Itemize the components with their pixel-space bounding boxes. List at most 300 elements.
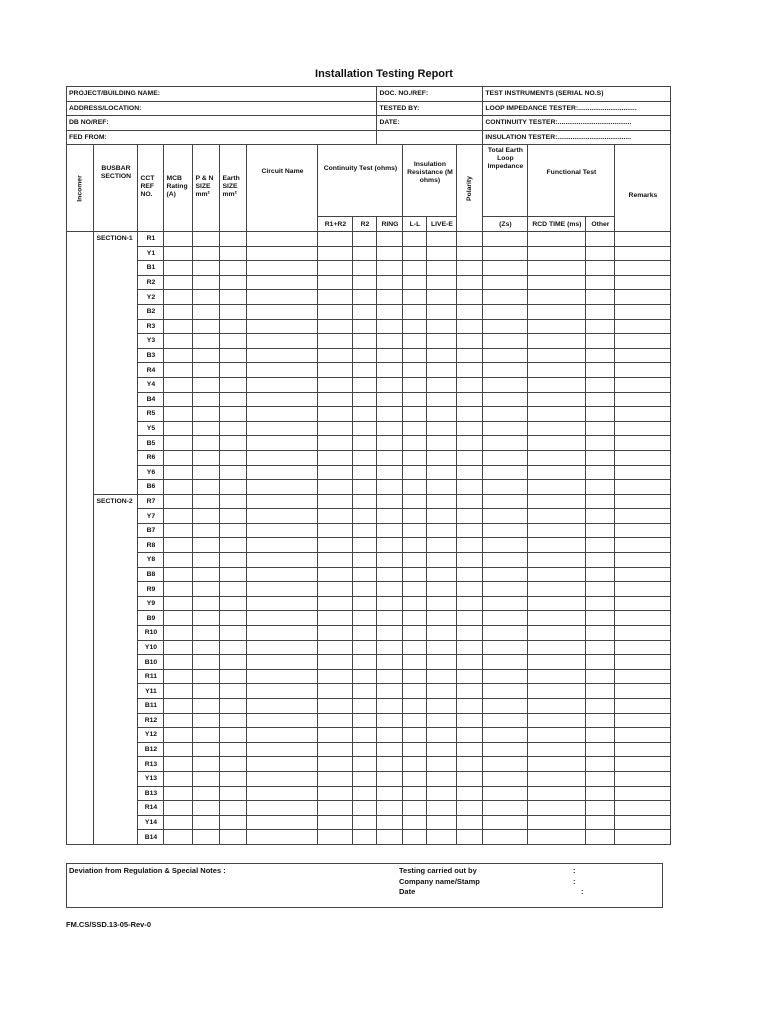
entry-cell[interactable]: [615, 771, 671, 786]
entry-cell[interactable]: [377, 334, 403, 349]
entry-cell[interactable]: [528, 596, 586, 611]
entry-cell[interactable]: [353, 538, 377, 553]
entry-cell[interactable]: [483, 596, 528, 611]
entry-cell[interactable]: [318, 757, 353, 772]
entry-cell[interactable]: [427, 480, 457, 495]
entry-cell[interactable]: [377, 830, 403, 845]
entry-cell[interactable]: [427, 450, 457, 465]
entry-cell[interactable]: [318, 567, 353, 582]
entry-cell[interactable]: [220, 815, 247, 830]
entry-cell[interactable]: [615, 363, 671, 378]
entry-cell[interactable]: [220, 319, 247, 334]
entry-cell[interactable]: [164, 596, 193, 611]
entry-cell[interactable]: [164, 392, 193, 407]
entry-cell[interactable]: [457, 655, 483, 670]
entry-cell[interactable]: [353, 319, 377, 334]
entry-cell[interactable]: [483, 304, 528, 319]
entry-cell[interactable]: [615, 713, 671, 728]
entry-cell[interactable]: [164, 275, 193, 290]
entry-cell[interactable]: [193, 655, 220, 670]
entry-cell[interactable]: [457, 407, 483, 422]
entry-cell[interactable]: [403, 757, 427, 772]
entry-cell[interactable]: [353, 392, 377, 407]
entry-cell[interactable]: [318, 815, 353, 830]
entry-cell[interactable]: [193, 304, 220, 319]
entry-cell[interactable]: [403, 538, 427, 553]
entry-cell[interactable]: [318, 626, 353, 641]
entry-cell[interactable]: [403, 494, 427, 509]
entry-cell[interactable]: [483, 319, 528, 334]
entry-cell[interactable]: [220, 728, 247, 743]
entry-cell[interactable]: [403, 684, 427, 699]
entry-cell[interactable]: [353, 246, 377, 261]
entry-cell[interactable]: [164, 786, 193, 801]
entry-cell[interactable]: [377, 640, 403, 655]
entry-cell[interactable]: [615, 480, 671, 495]
entry-cell[interactable]: [528, 304, 586, 319]
entry-cell[interactable]: [586, 582, 615, 597]
entry-cell[interactable]: [353, 801, 377, 816]
entry-cell[interactable]: [427, 232, 457, 247]
entry-cell[interactable]: [483, 801, 528, 816]
entry-cell[interactable]: [427, 275, 457, 290]
entry-cell[interactable]: [220, 640, 247, 655]
entry-cell[interactable]: [318, 611, 353, 626]
entry-cell[interactable]: [483, 655, 528, 670]
entry-cell[interactable]: [528, 815, 586, 830]
entry-cell[interactable]: [318, 596, 353, 611]
entry-cell[interactable]: [164, 626, 193, 641]
entry-cell[interactable]: [318, 742, 353, 757]
entry-cell[interactable]: [403, 363, 427, 378]
entry-cell[interactable]: [377, 684, 403, 699]
entry-cell[interactable]: [318, 830, 353, 845]
entry-cell[interactable]: [403, 742, 427, 757]
entry-cell[interactable]: [427, 465, 457, 480]
entry-cell[interactable]: [318, 450, 353, 465]
entry-cell[interactable]: [427, 786, 457, 801]
entry-cell[interactable]: [528, 334, 586, 349]
entry-cell[interactable]: [193, 363, 220, 378]
entry-cell[interactable]: [615, 261, 671, 276]
entry-cell[interactable]: [427, 377, 457, 392]
entry-cell[interactable]: [615, 377, 671, 392]
entry-cell[interactable]: [483, 363, 528, 378]
entry-cell[interactable]: [164, 436, 193, 451]
entry-cell[interactable]: [220, 494, 247, 509]
entry-cell[interactable]: [483, 830, 528, 845]
entry-cell[interactable]: [457, 465, 483, 480]
entry-cell[interactable]: [403, 699, 427, 714]
entry-cell[interactable]: [403, 611, 427, 626]
entry-cell[interactable]: [193, 421, 220, 436]
entry-cell[interactable]: [615, 582, 671, 597]
entry-cell[interactable]: [483, 742, 528, 757]
entry-cell[interactable]: [483, 290, 528, 305]
entry-cell[interactable]: [457, 421, 483, 436]
entry-cell[interactable]: [353, 742, 377, 757]
entry-cell[interactable]: [247, 815, 318, 830]
entry-cell[interactable]: [427, 582, 457, 597]
entry-cell[interactable]: [586, 567, 615, 582]
entry-cell[interactable]: [528, 713, 586, 728]
entry-cell[interactable]: [615, 392, 671, 407]
loop-impedance-tester-field[interactable]: LOOP IMPEDANCE TESTER:...............................: [483, 101, 671, 116]
entry-cell[interactable]: [528, 392, 586, 407]
entry-cell[interactable]: [377, 596, 403, 611]
entry-cell[interactable]: [164, 815, 193, 830]
entry-cell[interactable]: [528, 363, 586, 378]
entry-cell[interactable]: [353, 450, 377, 465]
entry-cell[interactable]: [586, 728, 615, 743]
entry-cell[interactable]: [247, 553, 318, 568]
entry-cell[interactable]: [377, 421, 403, 436]
entry-cell[interactable]: [483, 553, 528, 568]
entry-cell[interactable]: [164, 611, 193, 626]
entry-cell[interactable]: [528, 757, 586, 772]
entry-cell[interactable]: [247, 450, 318, 465]
entry-cell[interactable]: [427, 655, 457, 670]
entry-cell[interactable]: [220, 742, 247, 757]
entry-cell[interactable]: [247, 655, 318, 670]
entry-cell[interactable]: [193, 348, 220, 363]
entry-cell[interactable]: [377, 567, 403, 582]
entry-cell[interactable]: [528, 319, 586, 334]
doc-ref-field[interactable]: DOC. NO./REF:: [377, 87, 483, 102]
entry-cell[interactable]: [247, 261, 318, 276]
entry-cell[interactable]: [164, 304, 193, 319]
entry-cell[interactable]: [427, 538, 457, 553]
entry-cell[interactable]: [457, 815, 483, 830]
entry-cell[interactable]: [193, 771, 220, 786]
entry-cell[interactable]: [427, 261, 457, 276]
entry-cell[interactable]: [427, 553, 457, 568]
entry-cell[interactable]: [220, 596, 247, 611]
entry-cell[interactable]: [483, 407, 528, 422]
entry-cell[interactable]: [586, 407, 615, 422]
entry-cell[interactable]: [586, 319, 615, 334]
entry-cell[interactable]: [615, 567, 671, 582]
entry-cell[interactable]: [427, 319, 457, 334]
entry-cell[interactable]: [377, 290, 403, 305]
entry-cell[interactable]: [403, 523, 427, 538]
entry-cell[interactable]: [318, 246, 353, 261]
entry-cell[interactable]: [220, 363, 247, 378]
entry-cell[interactable]: [483, 684, 528, 699]
entry-cell[interactable]: [427, 494, 457, 509]
entry-cell[interactable]: [377, 450, 403, 465]
entry-cell[interactable]: [220, 713, 247, 728]
entry-cell[interactable]: [353, 465, 377, 480]
entry-cell[interactable]: [164, 582, 193, 597]
entry-cell[interactable]: [483, 669, 528, 684]
entry-cell[interactable]: [247, 728, 318, 743]
entry-cell[interactable]: [353, 815, 377, 830]
entry-cell[interactable]: [403, 655, 427, 670]
entry-cell[interactable]: [377, 771, 403, 786]
entry-cell[interactable]: [164, 465, 193, 480]
entry-cell[interactable]: [318, 319, 353, 334]
entry-cell[interactable]: [528, 421, 586, 436]
entry-cell[interactable]: [318, 261, 353, 276]
entry-cell[interactable]: [377, 392, 403, 407]
entry-cell[interactable]: [377, 655, 403, 670]
entry-cell[interactable]: [353, 290, 377, 305]
entry-cell[interactable]: [318, 640, 353, 655]
entry-cell[interactable]: [220, 509, 247, 524]
entry-cell[interactable]: [220, 684, 247, 699]
entry-cell[interactable]: [247, 246, 318, 261]
entry-cell[interactable]: [353, 684, 377, 699]
entry-cell[interactable]: [457, 450, 483, 465]
entry-cell[interactable]: [427, 815, 457, 830]
entry-cell[interactable]: [164, 553, 193, 568]
entry-cell[interactable]: [457, 232, 483, 247]
entry-cell[interactable]: [193, 684, 220, 699]
entry-cell[interactable]: [164, 771, 193, 786]
entry-cell[interactable]: [247, 334, 318, 349]
entry-cell[interactable]: [353, 377, 377, 392]
entry-cell[interactable]: [457, 377, 483, 392]
entry-cell[interactable]: [164, 407, 193, 422]
entry-cell[interactable]: [353, 334, 377, 349]
entry-cell[interactable]: [193, 523, 220, 538]
entry-cell[interactable]: [615, 275, 671, 290]
entry-cell[interactable]: [483, 815, 528, 830]
entry-cell[interactable]: [247, 596, 318, 611]
entry-cell[interactable]: [615, 699, 671, 714]
entry-cell[interactable]: [427, 742, 457, 757]
entry-cell[interactable]: [427, 757, 457, 772]
entry-cell[interactable]: [318, 407, 353, 422]
entry-cell[interactable]: [615, 801, 671, 816]
entry-cell[interactable]: [586, 421, 615, 436]
entry-cell[interactable]: [615, 348, 671, 363]
entry-cell[interactable]: [457, 640, 483, 655]
entry-cell[interactable]: [586, 480, 615, 495]
entry-cell[interactable]: [457, 596, 483, 611]
entry-cell[interactable]: [377, 261, 403, 276]
entry-cell[interactable]: [586, 640, 615, 655]
entry-cell[interactable]: [377, 728, 403, 743]
entry-cell[interactable]: [353, 567, 377, 582]
entry-cell[interactable]: [193, 392, 220, 407]
entry-cell[interactable]: [193, 728, 220, 743]
entry-cell[interactable]: [586, 801, 615, 816]
entry-cell[interactable]: [318, 275, 353, 290]
entry-cell[interactable]: [457, 436, 483, 451]
entry-cell[interactable]: [528, 407, 586, 422]
entry-cell[interactable]: [528, 436, 586, 451]
entry-cell[interactable]: [220, 334, 247, 349]
entry-cell[interactable]: [318, 684, 353, 699]
entry-cell[interactable]: [615, 538, 671, 553]
entry-cell[interactable]: [318, 334, 353, 349]
company-stamp-field[interactable]: [399, 877, 589, 888]
entry-cell[interactable]: [318, 538, 353, 553]
entry-cell[interactable]: [164, 509, 193, 524]
entry-cell[interactable]: [318, 523, 353, 538]
entry-cell[interactable]: [483, 640, 528, 655]
entry-cell[interactable]: [615, 596, 671, 611]
entry-cell[interactable]: [318, 582, 353, 597]
entry-cell[interactable]: [164, 830, 193, 845]
entry-cell[interactable]: [586, 815, 615, 830]
entry-cell[interactable]: [528, 567, 586, 582]
entry-cell[interactable]: [353, 480, 377, 495]
entry-cell[interactable]: [427, 334, 457, 349]
entry-cell[interactable]: [483, 494, 528, 509]
entry-cell[interactable]: [353, 713, 377, 728]
entry-cell[interactable]: [318, 392, 353, 407]
entry-cell[interactable]: [318, 669, 353, 684]
entry-cell[interactable]: [247, 742, 318, 757]
entry-cell[interactable]: [247, 567, 318, 582]
entry-cell[interactable]: [528, 611, 586, 626]
entry-cell[interactable]: [353, 553, 377, 568]
entry-cell[interactable]: [483, 538, 528, 553]
entry-cell[interactable]: [247, 626, 318, 641]
entry-cell[interactable]: [457, 319, 483, 334]
tested-by-field[interactable]: TESTED BY:: [377, 101, 483, 116]
entry-cell[interactable]: [483, 377, 528, 392]
entry-cell[interactable]: [403, 421, 427, 436]
entry-cell[interactable]: [403, 377, 427, 392]
entry-cell[interactable]: [220, 246, 247, 261]
entry-cell[interactable]: [615, 523, 671, 538]
entry-cell[interactable]: [586, 713, 615, 728]
entry-cell[interactable]: [377, 669, 403, 684]
entry-cell[interactable]: [220, 567, 247, 582]
entry-cell[interactable]: [353, 232, 377, 247]
entry-cell[interactable]: [615, 640, 671, 655]
entry-cell[interactable]: [403, 553, 427, 568]
entry-cell[interactable]: [193, 275, 220, 290]
entry-cell[interactable]: [427, 728, 457, 743]
entry-cell[interactable]: [427, 436, 457, 451]
entry-cell[interactable]: [164, 523, 193, 538]
entry-cell[interactable]: [615, 669, 671, 684]
entry-cell[interactable]: [193, 596, 220, 611]
entry-cell[interactable]: [586, 348, 615, 363]
entry-cell[interactable]: [193, 450, 220, 465]
entry-cell[interactable]: [427, 290, 457, 305]
entry-cell[interactable]: [403, 348, 427, 363]
entry-cell[interactable]: [164, 363, 193, 378]
entry-cell[interactable]: [403, 480, 427, 495]
entry-cell[interactable]: [164, 494, 193, 509]
entry-cell[interactable]: [247, 713, 318, 728]
entry-cell[interactable]: [457, 392, 483, 407]
entry-cell[interactable]: [483, 421, 528, 436]
entry-cell[interactable]: [318, 290, 353, 305]
entry-cell[interactable]: [220, 261, 247, 276]
entry-cell[interactable]: [353, 640, 377, 655]
entry-cell[interactable]: [403, 436, 427, 451]
entry-cell[interactable]: [377, 319, 403, 334]
entry-cell[interactable]: [483, 523, 528, 538]
entry-cell[interactable]: [220, 538, 247, 553]
entry-cell[interactable]: [403, 771, 427, 786]
entry-cell[interactable]: [247, 771, 318, 786]
entry-cell[interactable]: [193, 334, 220, 349]
entry-cell[interactable]: [403, 669, 427, 684]
entry-cell[interactable]: [220, 392, 247, 407]
entry-cell[interactable]: [220, 611, 247, 626]
entry-cell[interactable]: [457, 582, 483, 597]
entry-cell[interactable]: [318, 494, 353, 509]
entry-cell[interactable]: [247, 480, 318, 495]
entry-cell[interactable]: [586, 771, 615, 786]
entry-cell[interactable]: [586, 261, 615, 276]
entry-cell[interactable]: [586, 684, 615, 699]
entry-cell[interactable]: [403, 567, 427, 582]
entry-cell[interactable]: [403, 582, 427, 597]
entry-cell[interactable]: [457, 611, 483, 626]
entry-cell[interactable]: [164, 640, 193, 655]
entry-cell[interactable]: [164, 684, 193, 699]
entry-cell[interactable]: [528, 465, 586, 480]
entry-cell[interactable]: [247, 801, 318, 816]
entry-cell[interactable]: [164, 334, 193, 349]
fed-from-field[interactable]: FED FROM:: [67, 130, 377, 145]
entry-cell[interactable]: [193, 407, 220, 422]
entry-cell[interactable]: [164, 713, 193, 728]
entry-cell[interactable]: [586, 538, 615, 553]
entry-cell[interactable]: [403, 450, 427, 465]
entry-cell[interactable]: [353, 436, 377, 451]
entry-cell[interactable]: [457, 538, 483, 553]
entry-cell[interactable]: [427, 771, 457, 786]
entry-cell[interactable]: [586, 363, 615, 378]
entry-cell[interactable]: [483, 450, 528, 465]
entry-cell[interactable]: [586, 830, 615, 845]
entry-cell[interactable]: [427, 363, 457, 378]
entry-cell[interactable]: [247, 363, 318, 378]
deviation-notes-label[interactable]: Deviation from Regulation & Special Notes :: [69, 866, 226, 875]
entry-cell[interactable]: [483, 246, 528, 261]
entry-cell[interactable]: [220, 669, 247, 684]
entry-cell[interactable]: [403, 275, 427, 290]
entry-cell[interactable]: [528, 275, 586, 290]
insulation-tester-field[interactable]: INSULATION TESTER:.......................................: [483, 130, 671, 145]
entry-cell[interactable]: [353, 626, 377, 641]
entry-cell[interactable]: [220, 232, 247, 247]
project-field[interactable]: PROJECT/BUILDING NAME:: [67, 87, 377, 102]
entry-cell[interactable]: [164, 319, 193, 334]
entry-cell[interactable]: [164, 421, 193, 436]
entry-cell[interactable]: [427, 246, 457, 261]
entry-cell[interactable]: [193, 246, 220, 261]
entry-cell[interactable]: [483, 582, 528, 597]
entry-cell[interactable]: [457, 523, 483, 538]
entry-cell[interactable]: [457, 830, 483, 845]
entry-cell[interactable]: [528, 348, 586, 363]
entry-cell[interactable]: [220, 801, 247, 816]
entry-cell[interactable]: [193, 261, 220, 276]
entry-cell[interactable]: [403, 319, 427, 334]
entry-cell[interactable]: [586, 304, 615, 319]
entry-cell[interactable]: [483, 626, 528, 641]
entry-cell[interactable]: [457, 509, 483, 524]
entry-cell[interactable]: [457, 699, 483, 714]
entry-cell[interactable]: [586, 757, 615, 772]
entry-cell[interactable]: [403, 626, 427, 641]
entry-cell[interactable]: [318, 509, 353, 524]
entry-cell[interactable]: [164, 801, 193, 816]
entry-cell[interactable]: [615, 232, 671, 247]
entry-cell[interactable]: [457, 480, 483, 495]
